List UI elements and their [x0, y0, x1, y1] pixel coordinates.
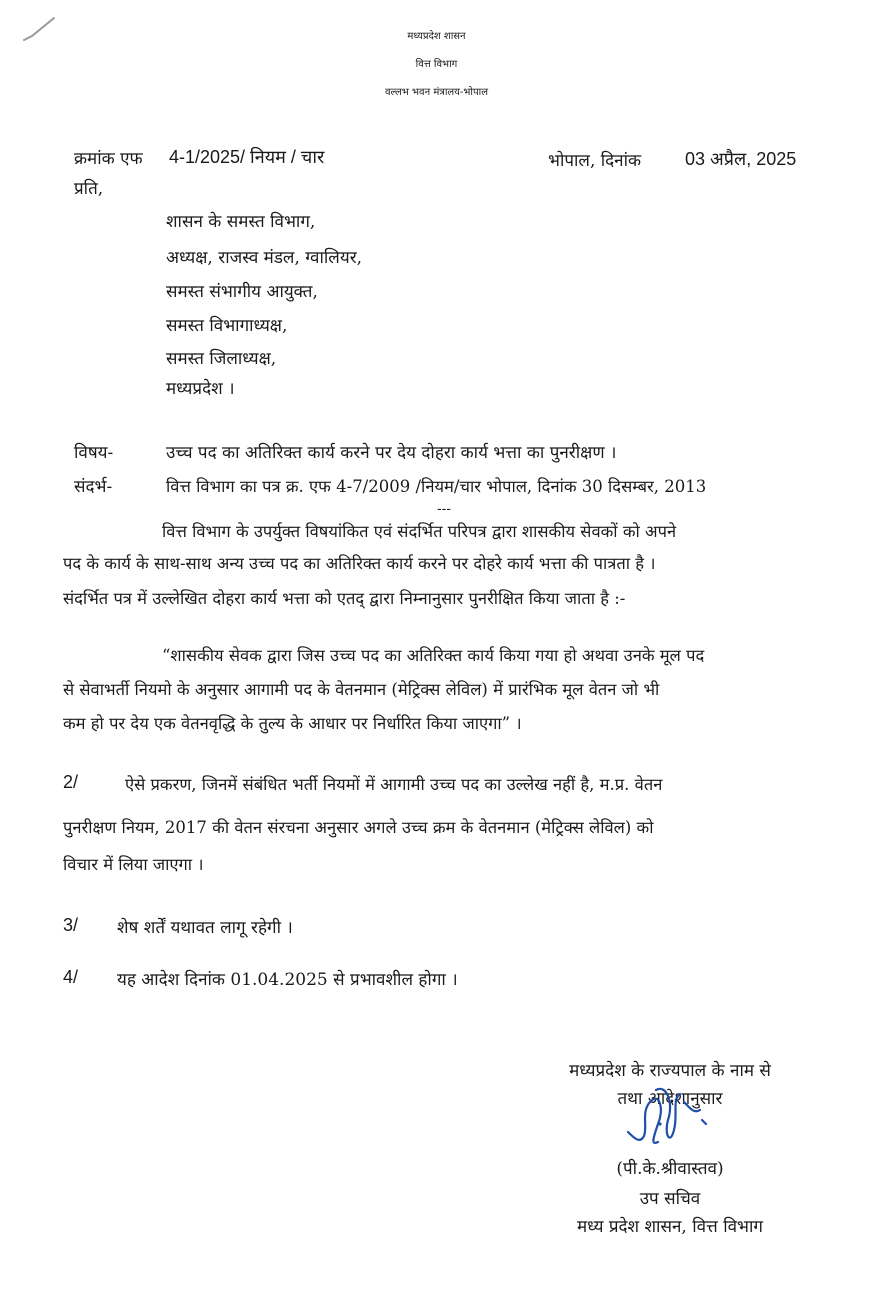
paragraph-line: पुनरीक्षण नियम, 2017 की वेतन संरचना अनुसार अगले उच्च क्रम के वेतनमान (मेट्रिक्स लेविल) को: [63, 818, 654, 837]
signatory-office: मध्य प्रदेश शासन, वित्त विभाग: [577, 1217, 763, 1237]
recipient-item: समस्त संभागीय आयुक्त,: [166, 282, 318, 302]
header-department: वित्त विभाग: [415, 59, 458, 70]
paragraph-number: 3/: [63, 915, 79, 935]
handwritten-signature-icon: [610, 1080, 720, 1160]
paragraph-line: वित्त विभाग के उपर्युक्त विषयांकित एवं संदर्भित परिपत्र द्वारा शासकीय सेवकों को अपने: [162, 522, 677, 541]
paragraph-line: विचार में लिया जाएगा ।: [63, 855, 204, 874]
paragraph-number: 4/: [63, 967, 79, 987]
paragraph-line: संदर्भित पत्र में उल्लेखित दोहरा कार्य भत्ता को एतद् द्वारा निम्नानुसार पुनरीक्षित किया जाता है :-: [63, 589, 626, 608]
signature-authority-line: मध्यप्रदेश के राज्यपाल के नाम से: [569, 1061, 771, 1081]
paragraph-number: 2/: [63, 772, 79, 792]
recipient-item: समस्त विभागाध्यक्ष,: [166, 316, 288, 336]
recipient-item: शासन के समस्त विभाग,: [166, 212, 316, 232]
recipient-item: समस्त जिलाध्यक्ष,: [166, 349, 277, 369]
subject-text: उच्च पद का अतिरिक्त कार्य करने पर देय दोहरा कार्य भत्ता का पुनरीक्षण ।: [166, 443, 617, 463]
sandarbh-text: वित्त विभाग का पत्र क्र. एफ 4-7/2009 /नियम/चार भोपाल, दिनांक 30 दिसम्बर, 2013: [166, 477, 707, 496]
paragraph-line: पद के कार्य के साथ-साथ अन्य उच्च पद का अतिरिक्त कार्य करने पर दोहरे कार्य भत्ता की पात्रता है ।: [63, 554, 656, 573]
signature-order-line: तथा आदेशानुसार: [617, 1089, 723, 1109]
signatory-designation: उप सचिव: [639, 1189, 701, 1209]
subject-label: विषय-: [74, 443, 114, 463]
recipient-item: मध्यप्रदेश ।: [166, 379, 235, 399]
quote-line: कम हो पर देय एक वेतनवृद्धि के तुल्य के आधार पर निर्धारित किया जाएगा” ।: [63, 714, 522, 733]
header-address: वल्लभ भवन मंत्रालय-भोपाल: [384, 87, 489, 98]
quote-line: से सेवाभर्ती नियमो के अनुसार आगामी पद के वेतनमान (मेट्रिक्स लेविल) में प्रारंभिक मूल वेतन जो भी: [63, 680, 660, 699]
paragraph-text: शेष शर्तें यथावत लागू रहेगी ।: [117, 918, 293, 938]
kramank-value: 4-1/2025/ नियम / चार: [169, 147, 325, 167]
separator: ---: [437, 500, 451, 516]
letter-date: 03 अप्रैल, 2025: [685, 149, 797, 169]
signatory-name: (पी.के.श्रीवास्तव): [616, 1159, 724, 1179]
place-date-label: भोपाल, दिनांक: [548, 151, 642, 171]
paragraph-line: ऐसे प्रकरण, जिनमें संबंधित भर्ती नियमों में आगामी उच्च पद का उल्लेख नहीं है, म.प्र. वेतन: [125, 775, 663, 794]
paragraph-text: यह आदेश दिनांक 01.04.2025 से प्रभावशील होगा ।: [117, 970, 458, 990]
prati-label: प्रति,: [74, 179, 104, 199]
header-government: मध्यप्रदेश शासन: [407, 31, 466, 42]
sandarbh-label: संदर्भ-: [74, 477, 113, 497]
quote-line: “शासकीय सेवक द्वारा जिस उच्च पद का अतिरिक्त कार्य किया गया हो अथवा उनके मूल पद: [162, 646, 705, 665]
recipient-item: अध्यक्ष, राजस्व मंडल, ग्वालियर,: [166, 248, 363, 268]
kramank-label: क्रमांक एफ: [74, 149, 143, 169]
